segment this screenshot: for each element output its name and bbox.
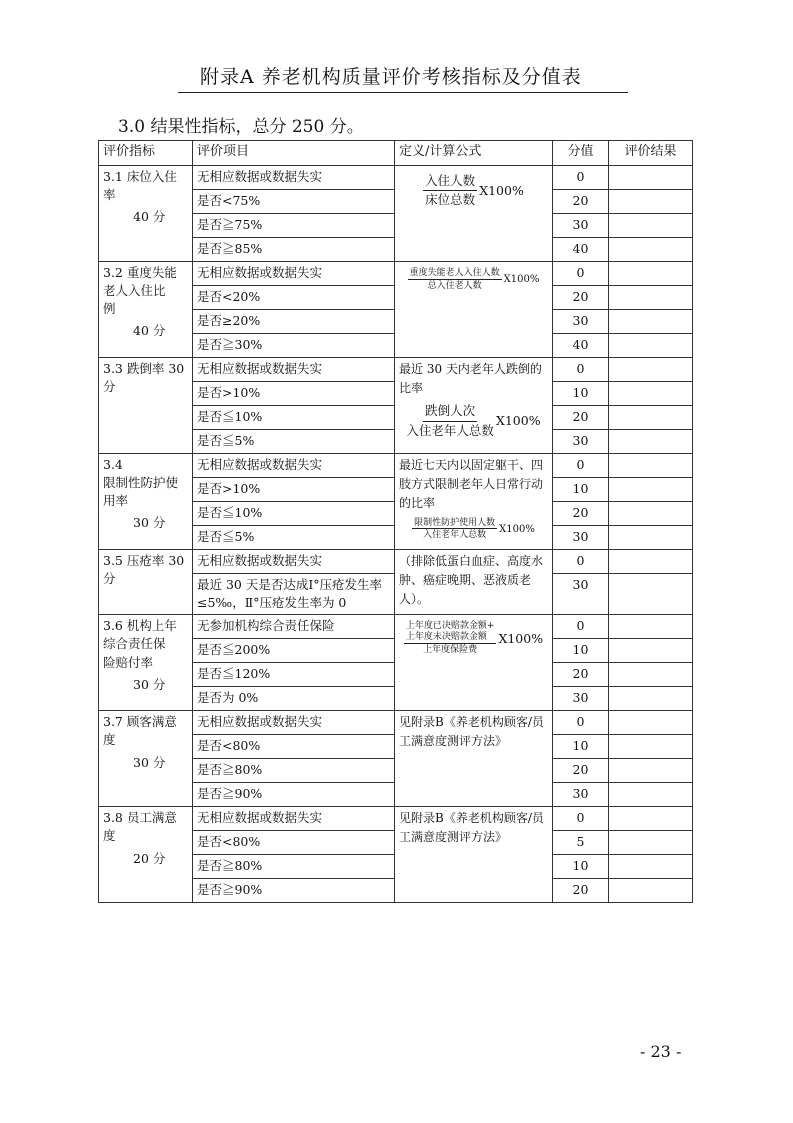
indicator-cell [99,358,193,454]
fraction [406,402,494,439]
definition-cell [395,358,553,454]
numerator-line: 上年度已决赔款金额+ [405,621,495,632]
result-cell [609,807,693,831]
score-value: 30 [553,310,609,334]
evaluation-item: 是否≧75% [193,214,395,238]
score-value: 20 [553,663,609,687]
result-cell [609,759,693,783]
indicator-name: 3.2 重度失能 老人入住比 例 [103,265,177,317]
formula [399,514,548,543]
evaluation-item: 无相应数据或数据失实 [193,166,395,190]
evaluation-item: 是否≧30% [193,334,395,358]
title-underline [178,92,628,93]
indicator-cell [99,615,193,711]
fraction [408,268,502,293]
evaluation-item: 是否≦120% [193,663,395,687]
result-cell [609,238,693,262]
indicator-name: 3.5 压疮率 30 分 [103,553,185,587]
score-value: 20 [553,190,609,214]
definition-cell [395,454,553,550]
definition-cell [395,807,553,903]
result-cell [609,639,693,663]
result-cell [609,310,693,334]
score-value: 0 [553,550,609,574]
result-cell [609,735,693,759]
section-title: 3.0 结果性指标，总分 250 分。 [118,117,364,137]
indicator-name: 3.6 机构上年 综合责任保 险赔付率 [103,618,177,670]
fraction [423,172,477,209]
denominator: 床位总数 [425,192,476,208]
score-value: 10 [553,382,609,406]
header-definition: 定义/计算公式 [395,141,553,166]
evaluation-item: 是否≦5% [193,526,395,550]
score-value: 10 [553,855,609,879]
page-title: 附录A 养老机构质量评价考核指标及分值表 [200,66,582,88]
denominator: 总入住老人数 [427,280,482,291]
denominator: 入住老年人总数 [423,530,487,541]
result-cell [609,334,693,358]
score-value: 20 [553,502,609,526]
indicator-name: 3.7 顾客满意 度 [103,714,177,748]
score-value: 20 [553,879,609,903]
score-value: 20 [553,406,609,430]
score-value: 30 [553,214,609,238]
result-cell [609,663,693,687]
result-cell [609,783,693,807]
evaluation-item: 是否为 0% [193,687,395,711]
table-row [99,615,693,639]
evaluation-item: 无相应数据或数据失实 [193,358,395,382]
definition-cell [395,262,553,358]
table-row [99,358,693,382]
result-cell [609,406,693,430]
multiplier: X100% [498,631,544,646]
definition-cell [395,166,553,262]
numerator [423,172,477,191]
multiplier: X100% [479,182,524,198]
result-cell [609,286,693,310]
indicator-score: 20 分 [133,850,166,866]
evaluation-item: 是否≦5% [193,430,395,454]
evaluation-item: 是否≧85% [193,238,395,262]
score-value: 0 [553,711,609,735]
score-value: 30 [553,687,609,711]
indicator-score: 30 分 [133,515,166,531]
result-cell [609,262,693,286]
indicator-name: 3.8 员工满意 度 [103,810,177,844]
indicator-name: 3.1 床位入住 率 [103,169,177,203]
definition-cell [395,711,553,807]
numerator [404,621,497,644]
score-value: 10 [553,478,609,502]
evaluation-item: 无相应数据或数据失实 [193,807,395,831]
evaluation-item: 是否≧90% [193,879,395,903]
header-result: 评价结果 [609,141,693,166]
result-cell [609,190,693,214]
score-value: 10 [553,735,609,759]
table-row [99,166,693,190]
score-value: 40 [553,238,609,262]
table-row [99,454,693,478]
evaluation-item: 无相应数据或数据失实 [193,550,395,574]
indicator-score: 30 分 [133,754,166,770]
result-cell [609,454,693,478]
evaluation-item: 是否<75% [193,190,395,214]
result-cell [609,478,693,502]
indicator-score: 40 分 [133,209,166,225]
evaluation-item: 是否≦10% [193,502,395,526]
evaluation-item: 无相应数据或数据失实 [193,454,395,478]
score-value: 20 [553,759,609,783]
result-cell [609,166,693,190]
definition-text: 最近 30 天内老年人跌倒的比率 [399,362,542,396]
indicator-name: 3.3 跌倒率 30 分 [103,361,185,395]
numerator-line: 跌倒人次 [425,403,476,419]
score-value: 0 [553,807,609,831]
result-cell [609,430,693,454]
formula [399,617,548,657]
numerator-line: 上年度未决赔款金额 [405,632,487,643]
evaluation-item: 是否≦200% [193,639,395,663]
score-value: 30 [553,430,609,454]
header-item: 评价项目 [193,141,395,166]
result-cell [609,711,693,735]
table-row [99,807,693,831]
evaluation-item: 无相应数据或数据失实 [193,262,395,286]
result-cell [609,615,693,639]
score-value: 0 [553,262,609,286]
numerator-line: 入住人数 [425,173,476,188]
multiplier: X100% [495,412,541,428]
score-value: 40 [553,334,609,358]
score-value: 30 [553,574,609,615]
numerator [408,268,502,280]
definition-text: 见附录B《养老机构顾客/员工满意度测评方法》 [399,811,544,845]
definition-text: 见附录B《养老机构顾客/员工满意度测评方法》 [399,715,544,749]
indicator-cell [99,262,193,358]
score-value: 0 [553,358,609,382]
formula [399,264,548,293]
score-value: 0 [553,454,609,478]
result-cell [609,214,693,238]
score-value: 5 [553,831,609,855]
definition-cell [395,615,553,711]
fraction [412,518,497,543]
evaluation-table [98,140,693,903]
result-cell [609,502,693,526]
result-cell [609,526,693,550]
denominator: 入住老年人总数 [406,422,494,438]
table-header-row [99,141,693,166]
evaluation-item: 最近 30 天是否达成Ⅰ°压疮发生率≤5‰，Ⅱ°压疮发生率为 0 [193,574,395,615]
score-value: 0 [553,166,609,190]
evaluation-item: 是否≧80% [193,759,395,783]
indicator-cell [99,711,193,807]
denominator: 上年度保险费 [423,644,478,655]
definition-text: 最近七天内以固定躯干、四肢方式限制老年人日常行动的比率 [399,458,544,511]
result-cell [609,831,693,855]
indicator-cell [99,166,193,262]
evaluation-item: 无参加机构综合责任保险 [193,615,395,639]
indicator-name: 3.4 限制性防护使 用率 [103,457,179,509]
header-indicator: 评价指标 [99,141,193,166]
formula [399,398,548,439]
evaluation-item: 是否≥20% [193,310,395,334]
page-number: - 23 - [640,1042,682,1061]
indicator-cell [99,454,193,550]
table-row [99,711,693,735]
score-value: 20 [553,286,609,310]
indicator-score: 30 分 [133,676,166,692]
score-value: 30 [553,526,609,550]
score-value: 10 [553,639,609,663]
score-value: 0 [553,615,609,639]
indicator-cell [99,807,193,903]
table-row [99,262,693,286]
evaluation-item: 是否<20% [193,286,395,310]
evaluation-item: 是否<80% [193,735,395,759]
evaluation-item: 是否≦10% [193,406,395,430]
result-cell [609,574,693,615]
result-cell [609,358,693,382]
evaluation-item: 是否≧80% [193,855,395,879]
header-score: 分值 [553,141,609,166]
numerator [423,402,477,421]
result-cell [609,855,693,879]
evaluation-item: 是否>10% [193,478,395,502]
definition-cell [395,550,553,615]
indicator-score: 40 分 [133,323,166,339]
definition-text: （排除低蛋白血症、高度水肿、癌症晚期、恶液质老人）。 [399,554,544,607]
result-cell [609,382,693,406]
score-value: 30 [553,783,609,807]
fraction [404,621,497,657]
evaluation-item: 是否<80% [193,831,395,855]
table-body [99,166,693,903]
formula [399,168,548,209]
multiplier: X100% [499,523,535,535]
evaluation-item: 是否>10% [193,382,395,406]
numerator-line: 重度失能老人入住人数 [409,268,500,278]
numerator [412,518,497,530]
multiplier: X100% [503,274,540,286]
result-cell [609,550,693,574]
result-cell [609,687,693,711]
numerator-line: 限制性防护使用人数 [414,517,496,528]
result-cell [609,879,693,903]
evaluation-item: 是否≧90% [193,783,395,807]
table-row [99,550,693,574]
indicator-cell [99,550,193,615]
evaluation-item: 无相应数据或数据失实 [193,711,395,735]
